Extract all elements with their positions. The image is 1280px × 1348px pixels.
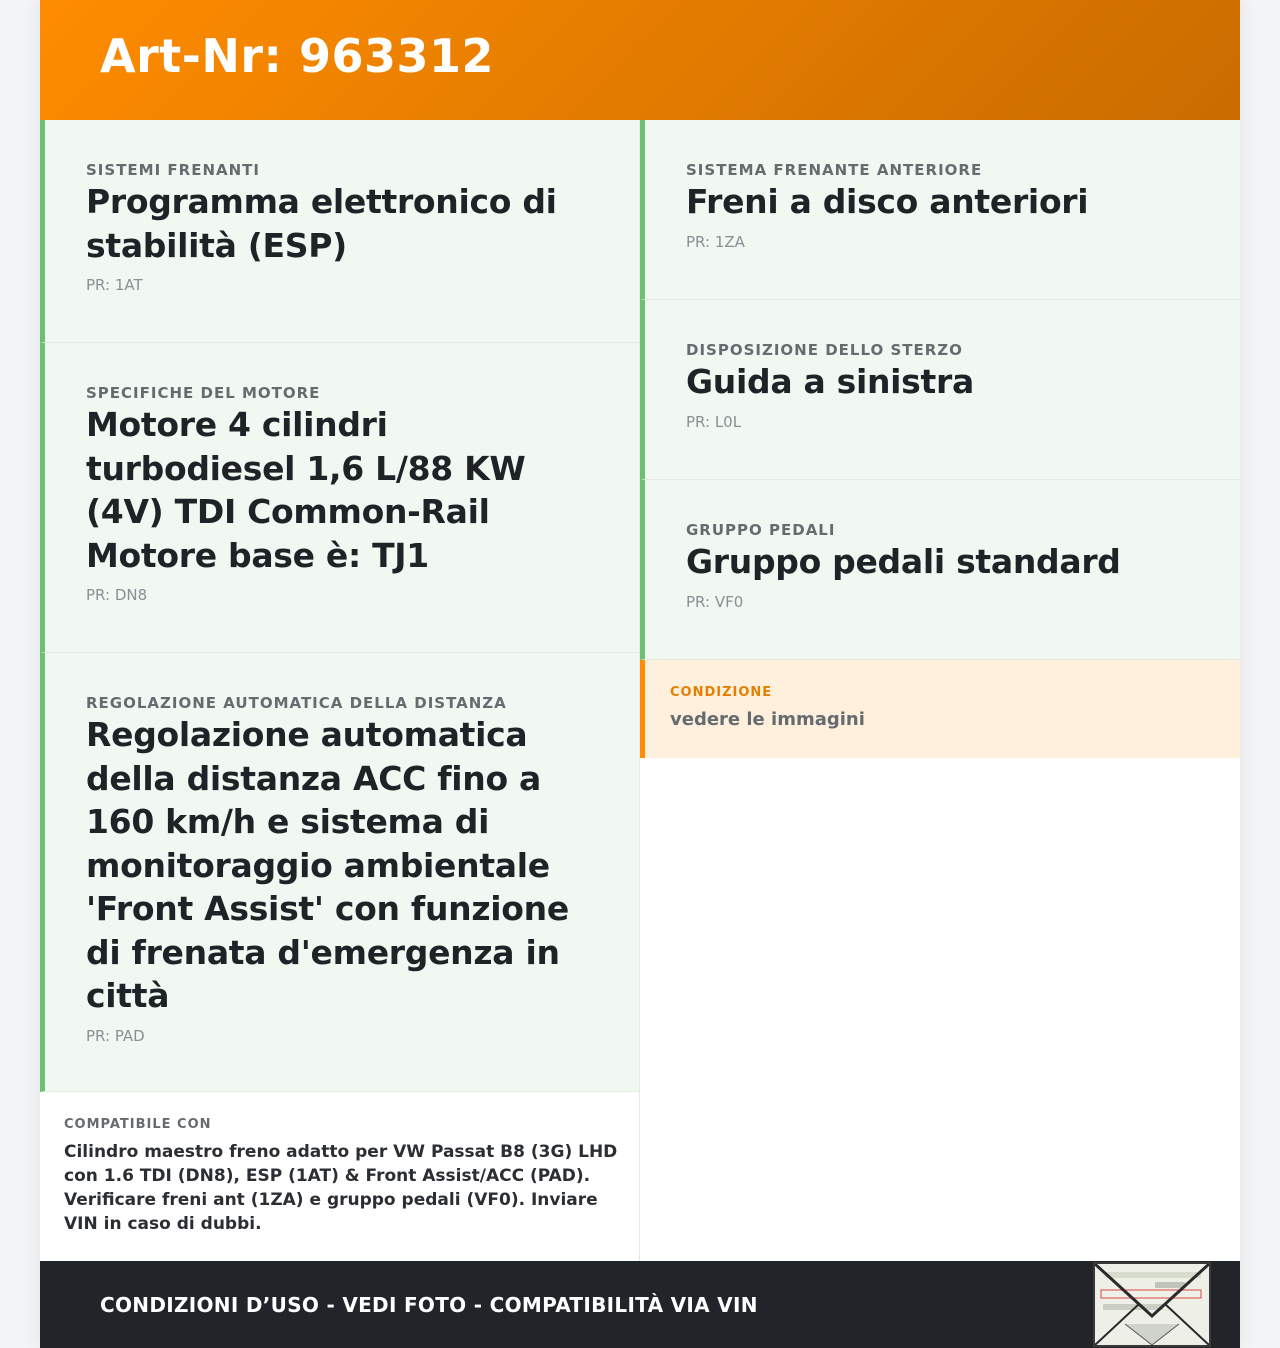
card-label: SISTEMA FRENANTE ANTERIORE — [686, 161, 983, 179]
card-pr-code: PR: 1ZA — [686, 232, 745, 251]
envelope-icon — [1095, 1264, 1209, 1345]
left-column — [40, 120, 640, 1261]
footer-text: CONDIZIONI D’USO - VEDI FOTO - COMPATIBILITÀ VIA VIN — [100, 1293, 758, 1317]
feature-card-pedals — [640, 480, 1240, 660]
right-column — [640, 120, 1240, 730]
card-pr-code: PR: DN8 — [86, 586, 148, 604]
article-number-title: Art-Nr: 963312 — [100, 29, 495, 83]
compatibility-text: Cilindro maestro freno adatto per VW Passat B8 (3G) LHD con 1.6 TDI (DN8), ESP (1AT) & Front Assist/ACC (PAD). Verificare freni ant (1ZA) e gruppo pedali (VF0). Inviare VIN in caso di dubbi. — [64, 1142, 618, 1234]
card-pr-code: PR: PAD — [86, 1026, 145, 1045]
card-title: Motore 4 cilindri turbodiesel 1,6 L/88 KW (4V) TDI Common-Rail Motore base è: TJ1 — [86, 405, 526, 575]
condition-box — [640, 660, 1240, 758]
card-label: SISTEMI FRENANTI — [86, 161, 260, 179]
card-title: Freni a disco anteriori — [686, 182, 1089, 221]
card-label: DISPOSIZIONE DELLO STERZO — [686, 341, 963, 359]
card-pr-code: PR: L0L — [686, 412, 742, 431]
feature-card-steering — [640, 300, 1240, 480]
footer-bar — [40, 1261, 1240, 1348]
header-bar — [40, 0, 1240, 120]
feature-card-front-brakes — [640, 120, 1240, 300]
card-title: Programma elettronico di stabilità (ESP) — [86, 182, 557, 265]
card-pr-code: PR: 1AT — [86, 276, 143, 294]
card-title: Guida a sinistra — [686, 362, 974, 401]
card-pr-code: PR: VF0 — [686, 592, 744, 611]
product-sheet — [40, 0, 1240, 1348]
card-label: SPECIFICHE DEL MOTORE — [86, 384, 321, 402]
feature-card-distance-control — [40, 653, 639, 1092]
card-title: Gruppo pedali standard — [686, 542, 1121, 581]
condition-label: CONDIZIONE — [670, 685, 773, 700]
compatibility-section — [64, 1116, 624, 1236]
feature-card-brakes — [40, 120, 639, 343]
feature-card-engine — [40, 343, 639, 653]
card-title: Regolazione automatica della distanza ACC fino a 160 km/h e sistema di monitoraggio ambientale 'Front Assist' con funzione di frenata d'emergenza in città — [86, 715, 569, 1015]
card-label: GRUPPO PEDALI — [686, 521, 836, 539]
condition-text: vedere le immagini — [670, 709, 865, 730]
compatibility-label: COMPATIBILE CON — [64, 1117, 212, 1132]
vin-plate-thumbnail-icon[interactable] — [1093, 1262, 1211, 1347]
card-label: REGOLAZIONE AUTOMATICA DELLA DISTANZA — [86, 694, 507, 712]
